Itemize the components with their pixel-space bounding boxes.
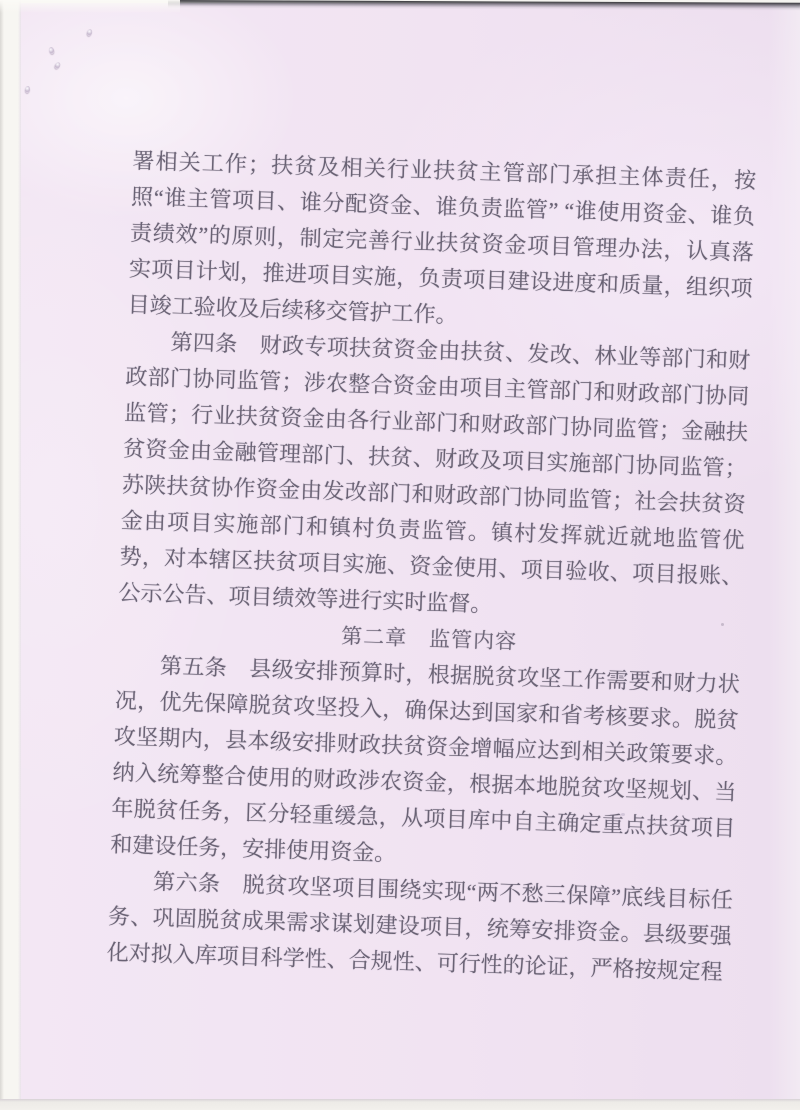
staple-mark bbox=[86, 28, 93, 36]
staple-mark bbox=[54, 61, 62, 70]
paragraph-article-5: 第五条 县级安排预算时，根据脱贫攻坚工作需要和财力状况，优先保障脱贫攻坚投入，确保达到国家和省考核要求。脱贫攻坚期内，县本级安排财政扶贫资金增幅应达到相关政策要求。纳入统筹整合使用的财政涉农资金，根据本地脱贫攻坚规划、当年脱贫任务，区分轻重缓急，从项目库中自主确定重点扶贫项目和建设任务，安排使用资金。 bbox=[109, 653, 741, 866]
paper-corner-highlight bbox=[0, 0, 180, 13]
paragraph-continuation: 署相关工作；扶贫及相关行业扶贫主管部门承担主体责任，按照“谁主管项目、谁分配资金、谁负责监管” “谁使用资金、谁负责绩效”的原则，制定完善行业扶贫资金项目管理办法，认真落实项目计划，推进项目实施，负责项目建设进度和质量，组织项目竣工验收及后续移交管护工作。 bbox=[127, 147, 757, 328]
paragraph-article-6: 第六条 脱贫攻坚项目围绕实现“两不愁三保障”底线目标任务、巩固脱贫成果需求谋划建设项目，统筹安排资金。县级要强化对拟入库项目科学性、合规性、可行性的论证，严格按规定程 bbox=[106, 869, 734, 985]
scanner-edge-bottom bbox=[0, 1099, 800, 1110]
paper-sheet bbox=[21, 3, 800, 1099]
staple-mark bbox=[24, 86, 30, 94]
scanner-edge-left bbox=[0, 0, 21, 1110]
document-text-block bbox=[106, 143, 756, 991]
paragraph-article-4: 第四条 财政专项扶贫资金由扶贫、发改、林业等部门和财政部门协同监管；涉农整合资金由项目主管部门和财政部门协同监管；行业扶贫资金由各行业部门和财政部门协同监管；金融扶贫资金由金融管理部门、扶贫、财政及项目实施部门协同监管；苏陕扶贫协作资金由发改部门和财政部门协同监管；社会扶贫资金由项目实施部门和镇村负责监管。镇村发挥就近就地监管优势，对本辖区扶贫项目实施、资金使用、项目验收、项目报账、公示公告、项目绩效等进行实时监督。 bbox=[118, 329, 751, 617]
staple-mark bbox=[48, 46, 55, 54]
chapter-heading: 第二章 监管内容 bbox=[340, 623, 518, 654]
